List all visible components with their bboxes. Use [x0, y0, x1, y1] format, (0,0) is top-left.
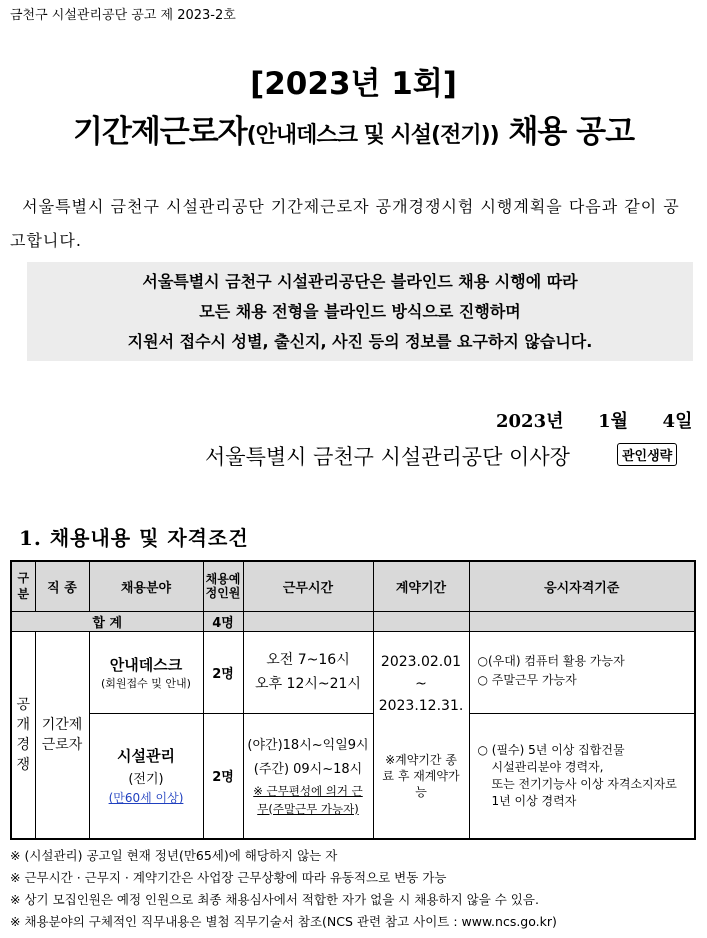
- qualification-line: 또는 전기기능사 이상 자격소지자로: [491, 776, 677, 791]
- hours-cell: [243, 713, 373, 839]
- category-cell: 공개경쟁: [11, 631, 35, 839]
- hours-line: (야간)18시~익일9시: [247, 737, 369, 753]
- recruitment-table: [10, 560, 696, 840]
- footnote: ※ (시설관리) 공고일 현재 정년(만65세)에 해당하지 않는 자: [10, 848, 338, 863]
- qualification-line: ○ (필수) 5년 이상 집합건물: [477, 742, 625, 757]
- field-cell: [89, 713, 203, 839]
- field-cell: [89, 631, 203, 713]
- footnotes: [10, 845, 557, 933]
- footnote: ※ 상기 모집인원은 예정 인원으로 최종 채용심사에서 적합한 자가 없을 시 채용하지 않을 수 있음.: [10, 892, 539, 907]
- hours-line: 오후 12시~21시: [255, 676, 361, 692]
- qualification-line: ○ 주말근무 가능자: [477, 672, 577, 687]
- title-fields: (안내데스크 및 시설(전기)): [246, 123, 499, 148]
- qualification-cell: [469, 713, 695, 839]
- contract-end: 2023.12.31.: [378, 697, 464, 714]
- header-category: 구분: [11, 561, 35, 611]
- header-job-type: 직 종: [35, 561, 89, 611]
- notice-line: 모든 채용 전형을 블라인드 방식으로 진행하며: [199, 302, 521, 321]
- header-field: 채용분야: [89, 561, 203, 611]
- field-sub: (회원접수 및 안내): [101, 676, 191, 690]
- footnote: ※ 근무시간 · 근무지 · 계약기간은 사업장 근무상황에 따라 유동적으로 변동 가능: [10, 870, 447, 885]
- contract-start: 2023.02.01: [380, 653, 462, 670]
- title-end: 채용 공고: [498, 114, 635, 150]
- field-age-note: (만60세 이상): [108, 791, 184, 806]
- qualification-cell: [469, 631, 695, 713]
- total-label: 합 계: [11, 611, 203, 631]
- count-cell: 2명: [203, 631, 243, 713]
- footnote: ※ 채용분야의 구체적인 직무내용은 별첨 직무기술서 참조(NCS 관련 참고 사이트 : www.ncs.go.kr): [10, 914, 557, 929]
- contract-sep: ~: [415, 675, 427, 692]
- hours-cell: [243, 631, 373, 713]
- contract-cell: [373, 631, 469, 839]
- hours-line: 오전 7~16시: [266, 652, 350, 668]
- announcement-number: 금천구 시설관리공단 공고 제 2023-2호: [10, 8, 236, 23]
- intro-paragraph: [10, 190, 696, 258]
- title-main: 기간제근로자: [72, 114, 247, 150]
- page-title: [0, 106, 707, 151]
- date-month: 1월: [598, 411, 628, 432]
- header-contract: 계약기간: [373, 561, 469, 611]
- issuer-name: 서울특별시 금천구 시설관리공단 이사장: [205, 445, 570, 469]
- notice-line: 서울특별시 금천구 시설관리공단은 블라인드 채용 시행에 따라: [142, 272, 578, 291]
- contract-note: ※계약기간 종료 후 재계약가능: [382, 752, 460, 799]
- field-sub: (전기): [128, 772, 164, 788]
- field-name: 시설관리: [117, 747, 175, 766]
- title-round: [2023년 1회]: [250, 66, 457, 102]
- blind-recruitment-notice: [27, 262, 693, 361]
- count-cell: 2명: [203, 713, 243, 839]
- date-year: 2023년: [496, 411, 564, 432]
- header-qualification: 응시자격기준: [469, 561, 695, 611]
- qualification-line: 시설관리분야 경력자,: [491, 759, 604, 774]
- hours-note: ※ 근무편성에 의거 근무(주말근무 가능자): [253, 783, 363, 816]
- section-title: 1. 채용내용 및 자격조건: [19, 526, 249, 550]
- announcement-date: [496, 407, 692, 433]
- job-type-cell: 기간제근로자: [35, 631, 89, 839]
- total-count: 4명: [203, 611, 243, 631]
- notice-line: 지원서 접수시 성별, 출신지, 사진 등의 정보를 요구하지 않습니다.: [127, 332, 593, 351]
- header-hours: 근무시간: [243, 561, 373, 611]
- hours-line: (주간) 09시~18시: [253, 761, 363, 777]
- qualification-line: 1년 이상 경력자: [491, 793, 577, 808]
- seal-omitted-badge: 관인생략: [617, 443, 677, 466]
- intro-text: 서울특별시 금천구 시설관리공단 기간제근로자 공개경쟁시험 시행계획을 다음과 같이 공고합니다.: [10, 197, 680, 250]
- qualification-line: ○(우대) 컴퓨터 활용 가능자: [477, 653, 625, 668]
- header-count: 채용예정인원: [203, 561, 243, 611]
- field-name: 안내데스크: [109, 655, 183, 674]
- date-day: 4일: [662, 411, 693, 432]
